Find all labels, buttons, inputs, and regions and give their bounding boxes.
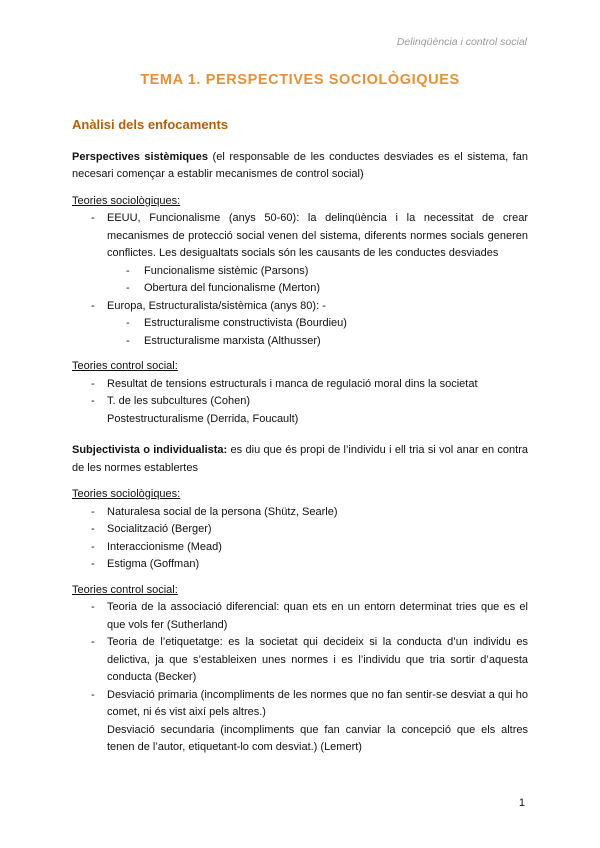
page-number: 1 xyxy=(518,797,525,809)
list-teories-sociologiques xyxy=(72,504,528,574)
list-item: - Interaccionisme (Mead) xyxy=(72,539,528,557)
document-body xyxy=(72,116,528,757)
term-sistemiques: Perspectives sistèmiques xyxy=(72,150,209,163)
section-heading: Anàlisi dels enfocaments xyxy=(72,117,229,132)
list-item: - Socialització (Berger) xyxy=(72,521,528,539)
list-item-text: EEUU, Funcionalisme (anys 50-60): la delinqüència i la necessitat de crear mecanismes de protecció social venen del sistema, diferents normes socials generen conflictes. Les desigualtats socials són les causants de les conductes desviades xyxy=(107,212,528,259)
spacer xyxy=(72,350,528,358)
subheading-teories-sociologiques: Teories sociològiques: xyxy=(72,488,181,500)
list-item xyxy=(72,298,528,351)
list-item: - T. de les subcultures (Cohen) xyxy=(72,393,528,411)
list-teories-control-social xyxy=(72,376,528,411)
sublist-item: - Estructuralisme marxista (Althusser) xyxy=(107,333,528,351)
list-item: - Teoria de la associació diferencial: quan ets en un entorn determinat tries que es el que vols fer (Sutherland) xyxy=(72,599,528,634)
list-item xyxy=(72,210,528,298)
page-title: TEMA 1. PERSPECTIVES SOCIOLÒGIQUES xyxy=(140,72,460,88)
subheading-teories-control-social: Teories control social: xyxy=(72,583,178,596)
sublist-item: - Estructuralisme constructivista (Bourdieu) xyxy=(107,315,528,333)
list-continuation: Postestructuralisme (Derrida, Foucault) xyxy=(107,412,299,425)
spacer xyxy=(72,428,528,442)
paragraph-sistemiques xyxy=(72,149,528,184)
subheading-teories-control-social: Teories control social: xyxy=(72,360,178,372)
spacer xyxy=(72,574,528,582)
paragraph-subjectivista xyxy=(72,442,528,477)
sublist xyxy=(107,263,528,298)
list-item-text: Europa, Estructuralista/sistèmica (anys 80): - xyxy=(107,299,326,312)
definition-subjectivista: es diu que és propi de l’individu i ell tria si vol anar en contra de les normes establertes xyxy=(72,444,528,474)
list-item: - Teoria de l’etiquetatge: es la societat qui decideix si la conducta d’un individu es delictiva, ja que s’estableixen unes normes i es l’individu que tria sortir d’aquesta conducta (Becker) xyxy=(72,634,528,687)
running-header: Delinqüència i control social xyxy=(396,36,527,48)
list-item: - Naturalesa social de la persona (Shütz, Searle) xyxy=(72,504,528,522)
list-item: - Desviació primaria (incompliments de les normes que no fan sentir-se desviat a qui ho comet, ni és vist així pels altres.) xyxy=(72,687,528,722)
list-continuation: Desviació secundaria (incompliments que fan canviar la concepció que els altres tenen de l’autor, etiquetant-lo com desviat.) (Lemert) xyxy=(107,723,528,753)
list-item: - Resultat de tensions estructurals i manca de regulació moral dins la societat xyxy=(72,376,528,394)
term-subjectivista: Subjectivista o individualista: xyxy=(72,444,228,456)
definition-sistemiques: (el responsable de les conductes desviades es el sistema, fan necesari començar a establir mecanismes de control social) xyxy=(72,150,528,180)
list-teories-control-social xyxy=(72,599,528,722)
subheading-teories-sociologiques: Teories sociològiques: xyxy=(72,194,181,207)
list-item: - Estigma (Goffman) xyxy=(72,556,528,574)
sublist-item: - Obertura del funcionalisme (Merton) xyxy=(107,280,528,298)
sublist-item: - Funcionalisme sistèmic (Parsons) xyxy=(107,263,528,281)
list-teories-sociologiques xyxy=(72,210,528,350)
sublist xyxy=(107,315,528,350)
